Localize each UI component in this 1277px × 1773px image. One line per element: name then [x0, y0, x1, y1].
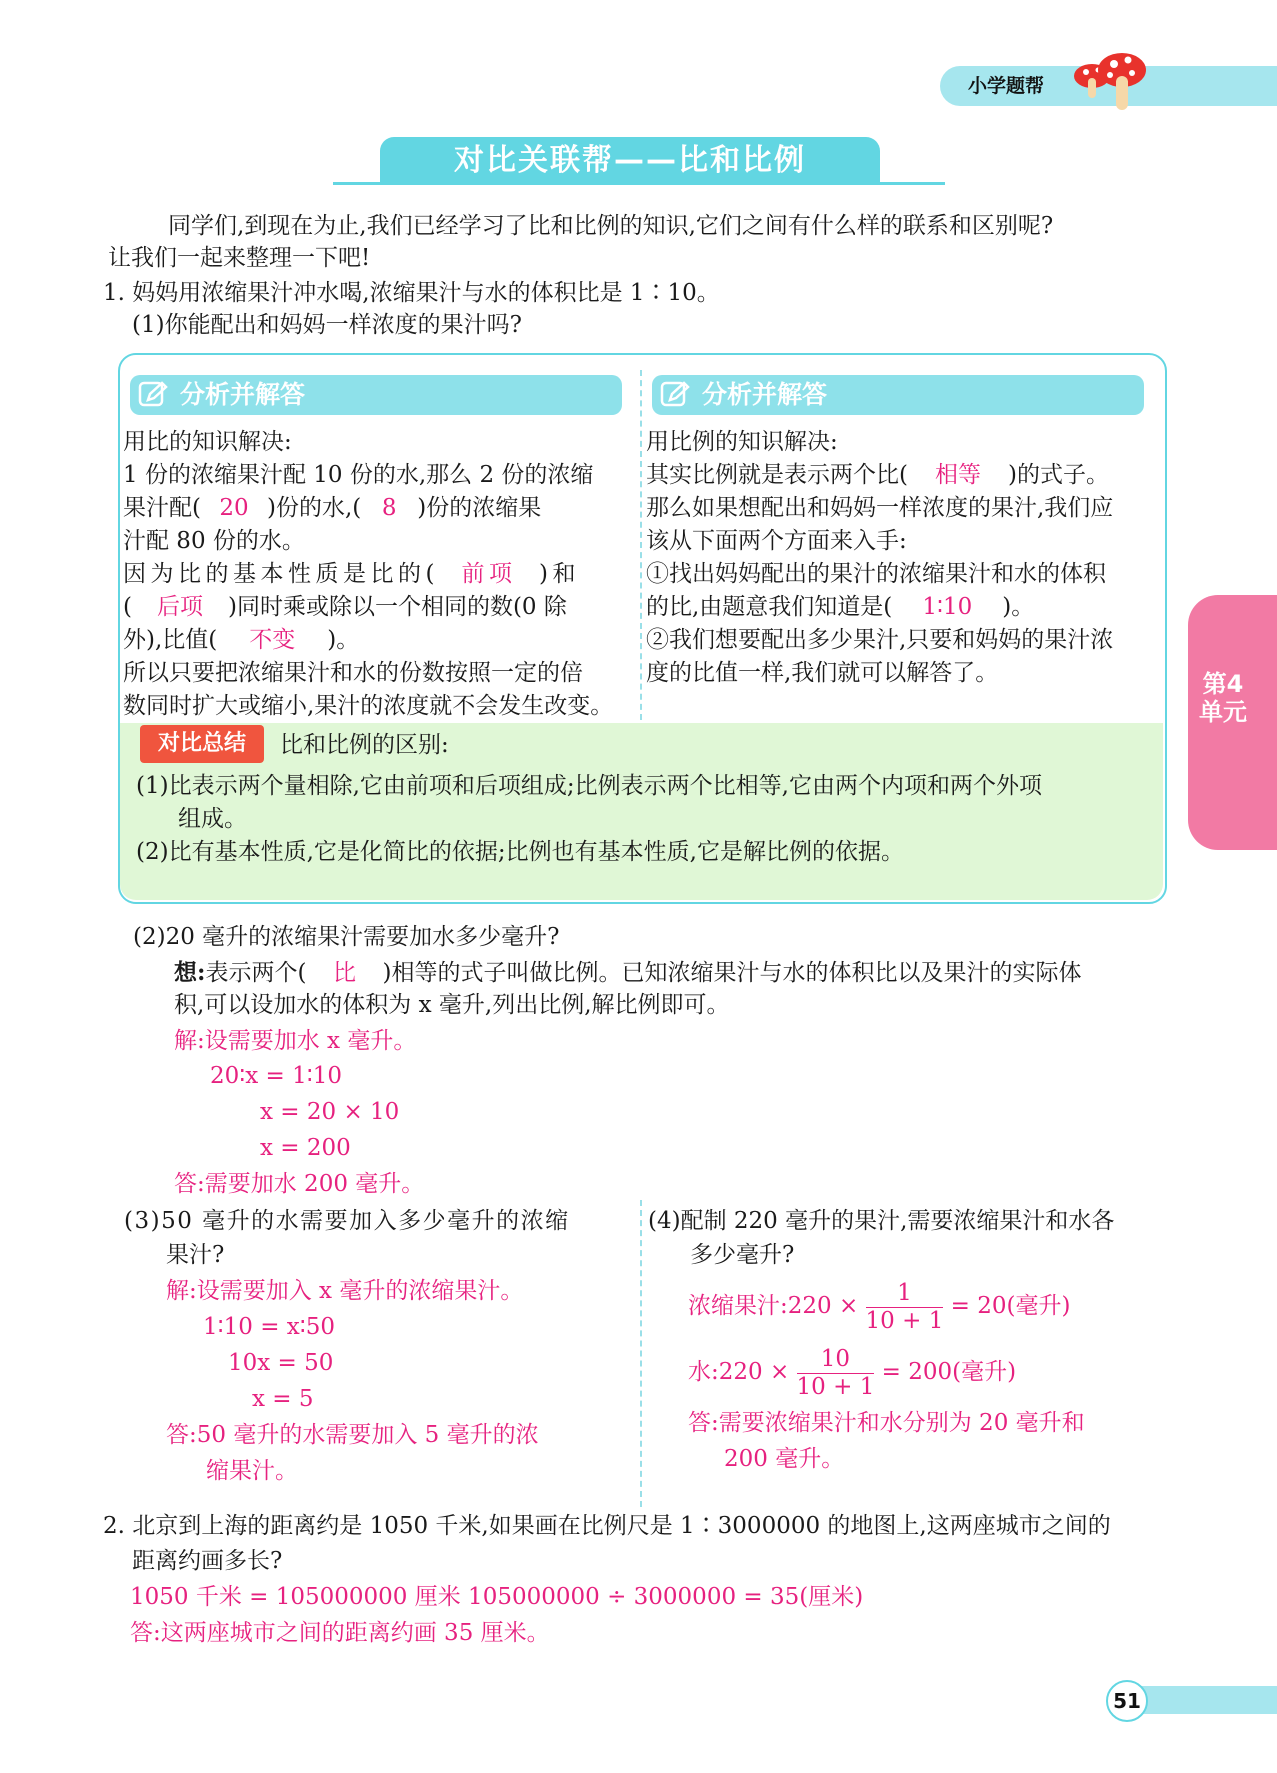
answer-blank: 1∶10 — [922, 594, 973, 620]
column-divider — [640, 370, 642, 720]
page-title: 对比关联帮——比和比例 — [454, 143, 806, 178]
summary-tag: 对比总结 — [140, 725, 264, 763]
summary-point-1: (1)比表示两个量相除,它由前项和后项组成;比例表示两个比相等,它由两个内项和两个外项 — [136, 773, 1042, 799]
intro-line-2: 让我们一起来整理一下吧! — [108, 245, 371, 271]
answer-blank: 比 — [332, 960, 356, 986]
left-line: ( 后项 )同时乘或除以一个相同的数(0 除 — [123, 591, 567, 624]
q2-stem: 2. 北京到上海的距离约是 1050 千米,如果画在比例尺是 1∶3000000 的地图上,这两座城市之间的 — [103, 1513, 1111, 1539]
left-line: 所以只要把浓缩果汁和水的份数按照一定的倍 — [123, 660, 583, 686]
solution-line: x = 20 × 10 — [260, 1099, 400, 1125]
right-line: 该从下面两个方面来入手: — [646, 528, 907, 554]
left-line: 数同时扩大或缩小,果汁的浓度就不会发生改变。 — [123, 693, 614, 719]
left-line: 用比的知识解决: — [123, 429, 292, 455]
right-line: 那么如果想配出和妈妈一样浓度的果汁,我们应 — [646, 495, 1114, 521]
q3-stem: (3)50 毫升的水需要加入多少毫升的浓缩 — [124, 1208, 570, 1234]
analyze-label-right: 分析并解答 — [702, 380, 828, 409]
answer-blank: 20 — [219, 495, 249, 521]
solution-line: x = 5 — [252, 1386, 314, 1412]
mushroom-icon — [1062, 46, 1152, 116]
answer-line-cont: 200 毫升。 — [724, 1446, 845, 1472]
left-line: 因为比的基本性质是比的( 前项 )和 — [123, 558, 580, 591]
answer-blank: 后项 — [156, 594, 203, 620]
q4-stem-cont: 多少毫升? — [690, 1242, 795, 1268]
answer-line: 答:50 毫升的水需要加入 5 毫升的浓 — [166, 1422, 539, 1448]
q3-stem-cont: 果汁? — [166, 1242, 225, 1268]
column-divider — [640, 1200, 642, 1507]
right-line: 度的比值一样,我们就可以解答了。 — [646, 660, 999, 686]
right-line: 用比例的知识解决: — [646, 429, 838, 455]
q1-sub1: (1)你能配出和妈妈一样浓度的果汁吗? — [132, 312, 522, 338]
right-line: ②我们想要配出多少果汁,只要和妈妈的果汁浓 — [646, 627, 1114, 653]
pencil-icon — [138, 381, 168, 409]
right-line: 的比,由题意我们知道是( 1∶10 )。 — [646, 591, 1034, 624]
think-line-1: 想:表示两个( 比 )相等的式子叫做比例。已知浓缩果汁与水的体积比以及果汁的实际体 — [174, 956, 1081, 990]
solution-line: 20∶x = 1∶10 — [210, 1063, 343, 1089]
pencil-icon — [660, 381, 690, 409]
answer-blank: 不变 — [249, 627, 296, 653]
q4-line-2: 水:220 × $\frac{10}{10 + 1}$ = 200(毫升) — [688, 1345, 1017, 1400]
intro-line-1: 同学们,到现在为止,我们已经学习了比和比例的知识,它们之间有什么样的联系和区别呢? — [168, 213, 1054, 239]
solution-line: x = 200 — [260, 1135, 351, 1161]
brand-text: 小学题帮 — [968, 75, 1045, 97]
q4-stem: (4)配制 220 毫升的果汁,需要浓缩果汁和水各 — [648, 1208, 1115, 1234]
left-line: 1 份的浓缩果汁配 10 份的水,那么 2 份的浓缩 — [123, 462, 594, 488]
unit-side-label: 第4单元 — [1199, 670, 1247, 726]
solution-line: 10x = 50 — [228, 1350, 334, 1376]
page-number: 51 — [1106, 1680, 1148, 1722]
left-line: 汁配 80 份的水。 — [123, 528, 305, 554]
left-line: 外),比值( 不变 )。 — [123, 624, 359, 657]
solution-line: 1∶10 = x∶50 — [203, 1314, 336, 1340]
q2-stem-cont: 距离约画多长? — [132, 1548, 283, 1574]
analyze-label-left: 分析并解答 — [180, 380, 306, 409]
think-line-2: 积,可以设加水的体积为 x 毫升,列出比例,解比例即可。 — [174, 992, 730, 1018]
answer-blank: 相等 — [934, 462, 981, 488]
summary-point-1-cont: 组成。 — [178, 806, 247, 832]
q1-stem: 1. 妈妈用浓缩果汁冲水喝,浓缩果汁与水的体积比是 1∶10。 — [103, 280, 720, 306]
answer-blank: 前项 — [461, 561, 517, 587]
answer-line: 答:需要浓缩果汁和水分别为 20 毫升和 — [688, 1410, 1085, 1436]
solution-line: 解:设需要加水 x 毫升。 — [174, 1028, 417, 1054]
q4-line-1: 浓缩果汁:220 × $\frac{1}{10 + 1}$ = 20(毫升) — [688, 1279, 1071, 1334]
q1-sub2-stem: (2)20 毫升的浓缩果汁需要加水多少毫升? — [133, 924, 560, 950]
solution-line: 1050 千米 = 105000000 厘米 105000000 ÷ 3000000 = 35(厘米) — [130, 1584, 864, 1610]
solution-line: 解:设需要加入 x 毫升的浓缩果汁。 — [166, 1278, 524, 1304]
fraction: $\frac{10}{10 + 1}$ — [796, 1345, 875, 1400]
summary-point-2: (2)比有基本性质,它是化简比的依据;比例也有基本性质,它是解比例的依据。 — [136, 839, 904, 865]
answer-blank: 8 — [381, 495, 397, 521]
summary-background — [120, 723, 1163, 900]
right-line: 其实比例就是表示两个比( 相等 )的式子。 — [646, 459, 1109, 492]
answer-line-cont: 缩果汁。 — [206, 1458, 298, 1484]
answer-line: 答:这两座城市之间的距离约画 35 厘米。 — [130, 1620, 550, 1646]
fraction: $\frac{1}{10 + 1}$ — [865, 1279, 944, 1334]
answer-line: 答:需要加水 200 毫升。 — [174, 1171, 425, 1197]
summary-heading: 比和比例的区别: — [280, 732, 449, 758]
right-line: ①找出妈妈配出的果汁的浓缩果汁和水的体积 — [646, 561, 1106, 587]
left-line: 果汁配( 20 )份的水,( 8 )份的浓缩果 — [123, 492, 541, 525]
